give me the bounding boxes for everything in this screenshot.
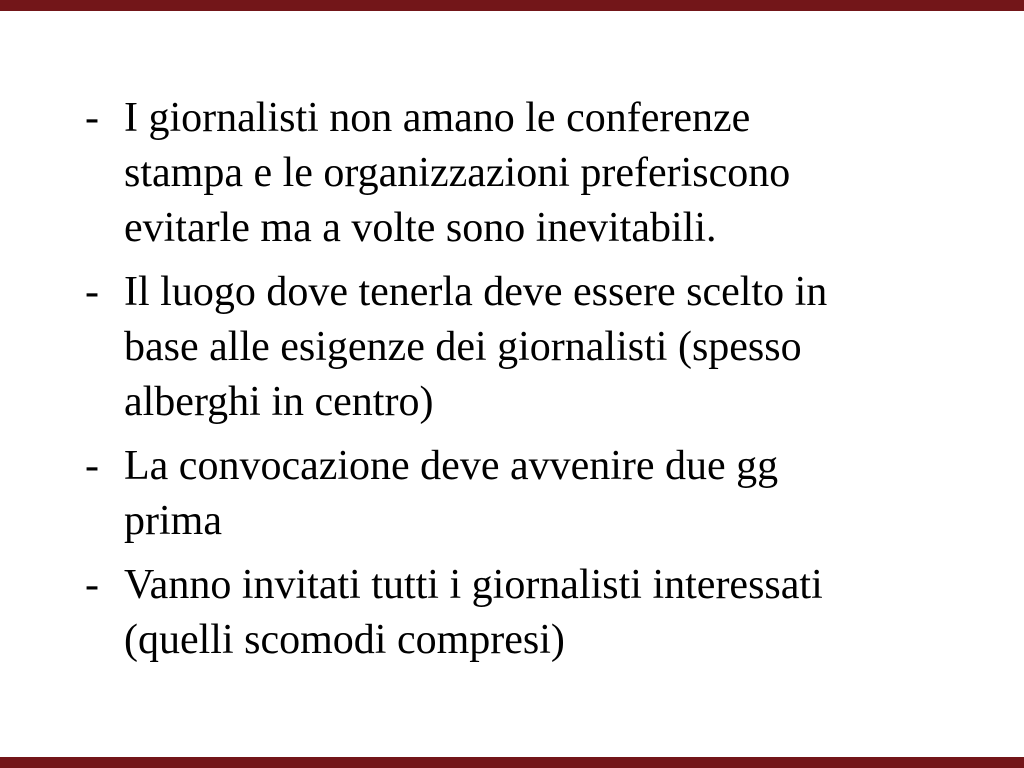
bullet-text-line: stampa e le organizzazioni preferiscono (124, 150, 791, 196)
bullet-list (85, 91, 1004, 677)
list-item (85, 265, 1004, 430)
bullet-text-line: base alle esigenze dei giornalisti (spesso (124, 324, 802, 370)
bullet-text-line: (quelli scomodi compresi) (124, 617, 565, 663)
list-item (85, 439, 1004, 549)
bullet-text (124, 265, 1004, 430)
list-item (85, 91, 1004, 256)
bullet-marker: - (85, 443, 99, 489)
bullet-text-line: evitarle ma a volte sono inevitabili. (124, 205, 717, 251)
bullet-text (124, 439, 1004, 549)
bullet-marker: - (85, 269, 99, 315)
bullet-text (124, 558, 1004, 668)
bullet-text (124, 91, 1004, 256)
bullet-marker: - (85, 562, 99, 608)
bullet-text-line: Vanno invitati tutti i giornalisti interessati (124, 562, 823, 608)
bullet-text-line: alberghi in centro) (124, 379, 434, 425)
bullet-text-line: La convocazione deve avvenire due gg (124, 443, 779, 489)
list-item (85, 558, 1004, 668)
bullet-text-line: I giornalisti non amano le conferenze (124, 95, 751, 141)
top-border-bar (0, 0, 1024, 11)
bottom-border-bar (0, 757, 1024, 768)
bullet-marker: - (85, 95, 99, 141)
bullet-text-line: prima (124, 498, 222, 544)
bullet-text-line: Il luogo dove tenerla deve essere scelto in (124, 269, 828, 315)
